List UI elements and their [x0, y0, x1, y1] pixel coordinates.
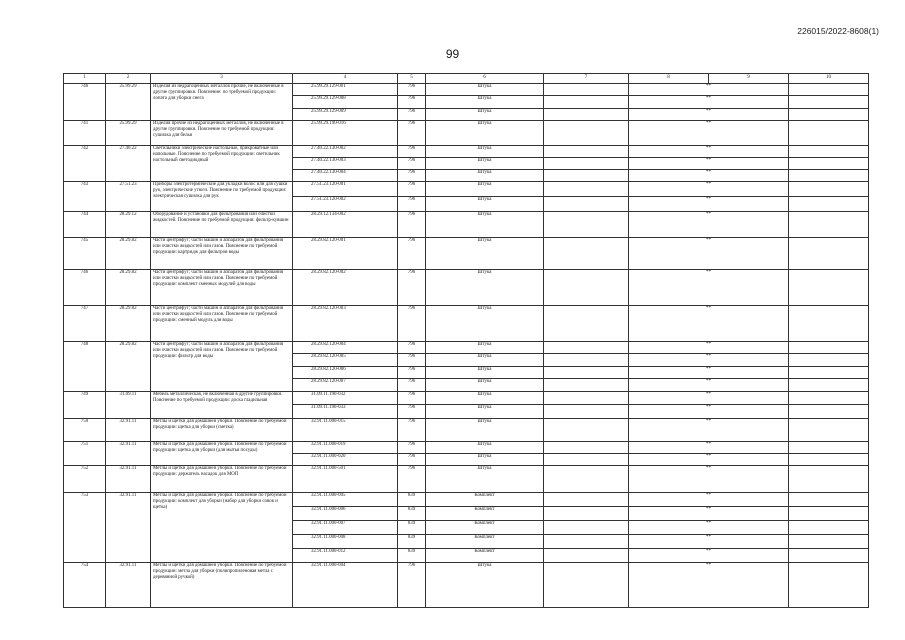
description-cell: Мебель металлическая, не включенная в другие группировки. Пояснение по требуемой продукции: доска гладильная	[151, 391, 293, 418]
col-10-cell	[789, 181, 869, 196]
marker-cell: **	[629, 84, 789, 96]
table-row	[64, 237, 869, 269]
col-10-cell	[789, 211, 869, 237]
col-10-cell	[789, 562, 869, 607]
col-10-cell	[789, 405, 869, 419]
col-10-cell	[789, 341, 869, 354]
marker-cell: **	[629, 562, 789, 607]
col-10-cell	[789, 465, 869, 492]
marker-cell: **	[629, 211, 789, 237]
table-row	[64, 269, 869, 305]
okei-code-cell: 839	[398, 520, 426, 534]
col-7-cell	[544, 492, 629, 506]
column-header: 4	[293, 74, 398, 84]
col-10-cell	[789, 534, 869, 548]
column-header: 8	[629, 74, 709, 84]
okei-code-cell: 796	[398, 120, 426, 145]
ktru-code-cell: 28.29.82.120-007	[293, 379, 398, 392]
col-10-cell	[789, 196, 869, 211]
col-10-cell	[789, 96, 869, 108]
okpd-code-cell: 28.29.82	[106, 305, 151, 341]
marker-cell: **	[629, 441, 789, 453]
col-10-cell	[789, 453, 869, 465]
marker-cell: **	[629, 379, 789, 392]
page-number: 99	[445, 47, 460, 61]
okpd-code-cell: 28.29.82	[106, 237, 151, 269]
ktru-code-cell: 27.40.22.130-003	[293, 157, 398, 169]
column-header: 7	[544, 74, 629, 84]
okei-code-cell: 796	[398, 169, 426, 181]
row-number-cell: 743	[64, 181, 106, 211]
ktru-code-cell: 28.29.82.120-001	[293, 237, 398, 269]
col-7-cell	[544, 465, 629, 492]
description-cell: Части центрифуг; части машин и аппаратов для фильтрования или очистки жидкостей или газов. Пояснение по требуемой продукции: сменный модуль для воды	[151, 305, 293, 341]
col-7-cell	[544, 84, 629, 96]
okei-code-cell: 796	[398, 96, 426, 108]
column-header: 1	[64, 74, 106, 84]
unit-cell: Комплект	[426, 534, 544, 548]
okei-code-cell: 796	[398, 465, 426, 492]
okei-code-cell: 796	[398, 84, 426, 96]
col-7-cell	[544, 341, 629, 354]
ktru-code-cell: 28.29.82.120-003	[293, 305, 398, 341]
marker-cell: **	[629, 341, 789, 354]
okpd-code-cell: 31.09.11	[106, 391, 151, 418]
row-number-cell: 752	[64, 465, 106, 492]
col-7-cell	[544, 120, 629, 145]
okei-code-cell: 796	[398, 196, 426, 211]
col-7-cell	[544, 354, 629, 367]
col-10-cell	[789, 145, 869, 157]
ktru-code-cell: 32.91.11.000-019	[293, 441, 398, 453]
col-10-cell	[789, 391, 869, 405]
marker-cell: **	[629, 418, 789, 441]
unit-cell: Штука	[426, 120, 544, 145]
col-10-cell	[789, 354, 869, 367]
col-7-cell	[544, 453, 629, 465]
marker-cell: **	[629, 157, 789, 169]
col-7-cell	[544, 169, 629, 181]
col-7-cell	[544, 379, 629, 392]
table-body	[64, 84, 869, 608]
okpd-code-cell: 32.91.11	[106, 492, 151, 562]
col-10-cell	[789, 418, 869, 441]
row-number-cell: 746	[64, 269, 106, 305]
marker-cell: **	[629, 196, 789, 211]
okpd-code-cell: 25.99.29	[106, 120, 151, 145]
unit-cell: Штука	[426, 441, 544, 453]
okei-code-cell: 796	[398, 379, 426, 392]
unit-cell: Комплект	[426, 548, 544, 562]
table-row	[64, 84, 869, 96]
row-number-cell: 746	[64, 84, 106, 121]
marker-cell: **	[629, 506, 789, 520]
unit-cell: Штука	[426, 181, 544, 196]
unit-cell: Штука	[426, 366, 544, 379]
col-7-cell	[544, 520, 629, 534]
okpd-code-cell: 27.40.22	[106, 145, 151, 181]
col-7-cell	[544, 196, 629, 211]
ktru-code-cell: 27.40.22.130-004	[293, 169, 398, 181]
unit-cell: Комплект	[426, 520, 544, 534]
unit-cell: Штука	[426, 269, 544, 305]
col-7-cell	[544, 108, 629, 120]
col-10-cell	[789, 520, 869, 534]
marker-cell: **	[629, 237, 789, 269]
col-7-cell	[544, 548, 629, 562]
ktru-code-cell: 32.91.11.000-501	[293, 465, 398, 492]
okei-code-cell: 796	[398, 305, 426, 341]
col-7-cell	[544, 391, 629, 405]
okpd-code-cell: 25.99.29	[106, 84, 151, 121]
col-10-cell	[789, 548, 869, 562]
okpd-code-cell: 32.91.11	[106, 465, 151, 492]
ktru-code-cell: 28.29.12.134-002	[293, 211, 398, 237]
description-cell: Изделия прочие из недрагоценных металлов, не включенные в другие группировки. Пояснение по требуемой продукции: сушилка для белья	[151, 120, 293, 145]
marker-cell: **	[629, 391, 789, 405]
okpd-table	[63, 73, 869, 608]
ktru-code-cell: 31.09.11.190-032	[293, 391, 398, 405]
description-cell: Метлы и щетки для домашней уборки. Пояснение по требуемой продукции: щетка для уборки (для мытья посуды)	[151, 441, 293, 465]
col-7-cell	[544, 441, 629, 453]
marker-cell: **	[629, 354, 789, 367]
okpd-code-cell: 28.29.12	[106, 211, 151, 237]
okei-code-cell: 796	[398, 237, 426, 269]
description-cell: Части центрифуг; части машин и аппаратов для фильтрования или очистки жидкостей или газов. Пояснение по требуемой продукции: фильтр для воды	[151, 341, 293, 391]
unit-cell: Штука	[426, 108, 544, 120]
marker-cell: **	[629, 465, 789, 492]
row-number-cell: 745	[64, 237, 106, 269]
row-number-cell: 741	[64, 120, 106, 145]
okpd-code-cell: 28.29.82	[106, 269, 151, 305]
table-row	[64, 441, 869, 453]
marker-cell: **	[629, 548, 789, 562]
okei-code-cell: 796	[398, 366, 426, 379]
table-row	[64, 341, 869, 354]
unit-cell: Штука	[426, 211, 544, 237]
okei-code-cell: 796	[398, 562, 426, 607]
description-cell: Светильники электрические настольные, прикроватные или напольные. Пояснение по требуемой продукции: светильник настольный светодиодный	[151, 145, 293, 181]
row-number-cell: 749	[64, 391, 106, 418]
unit-cell: Штука	[426, 391, 544, 405]
ktru-code-cell: 32.91.11.000-005	[293, 492, 398, 506]
table-row	[64, 492, 869, 506]
marker-cell: **	[629, 181, 789, 196]
unit-cell: Штука	[426, 305, 544, 341]
unit-cell: Штука	[426, 196, 544, 211]
okei-code-cell: 796	[398, 157, 426, 169]
row-number-cell: 742	[64, 145, 106, 181]
unit-cell: Штука	[426, 84, 544, 96]
col-10-cell	[789, 305, 869, 341]
ktru-code-cell: 31.09.11.190-033	[293, 405, 398, 419]
description-cell: Части центрифуг; части машин и аппаратов для фильтрования или очистки жидкостей или газов. Пояснение по требуемой продукции: картридж для фильтров воды	[151, 237, 293, 269]
marker-cell: **	[629, 492, 789, 506]
marker-cell: **	[629, 366, 789, 379]
ktru-code-cell: 25.99.29.129-001	[293, 84, 398, 96]
col-7-cell	[544, 506, 629, 520]
ktru-code-cell: 25.99.29.129-009	[293, 108, 398, 120]
unit-cell: Штука	[426, 354, 544, 367]
col-7-cell	[544, 237, 629, 269]
col-7-cell	[544, 145, 629, 157]
col-10-cell	[789, 120, 869, 145]
unit-cell: Штука	[426, 405, 544, 419]
table-row	[64, 181, 869, 196]
table-row	[64, 465, 869, 492]
marker-cell: **	[629, 453, 789, 465]
ktru-code-cell: 32.91.11.000-012	[293, 548, 398, 562]
unit-cell: Штука	[426, 237, 544, 269]
ktru-code-cell: 28.29.82.120-006	[293, 366, 398, 379]
unit-cell: Штука	[426, 379, 544, 392]
col-7-cell	[544, 418, 629, 441]
table-row	[64, 391, 869, 405]
okpd-code-cell: 32.91.11	[106, 562, 151, 607]
unit-cell: Комплект	[426, 506, 544, 520]
unit-cell: Штука	[426, 453, 544, 465]
row-number-cell: 744	[64, 211, 106, 237]
unit-cell: Штука	[426, 157, 544, 169]
ktru-code-cell: 25.99.29.190-016	[293, 120, 398, 145]
ktru-code-cell: 28.29.82.120-004	[293, 341, 398, 354]
description-cell: Приборы электротермические для укладки волос или для сушки рук, электрические утюги. Пояснение по требуемой продукции: электрическая сушилка для рук	[151, 181, 293, 211]
column-header: 5	[398, 74, 426, 84]
ktru-code-cell: 32.91.11.000-015	[293, 418, 398, 441]
okei-code-cell: 796	[398, 354, 426, 367]
col-7-cell	[544, 562, 629, 607]
col-10-cell	[789, 506, 869, 520]
row-number-cell: 751	[64, 441, 106, 465]
unit-cell: Штука	[426, 145, 544, 157]
description-cell: Метлы и щетки для домашней уборки. Пояснение по требуемой продукции: щетка для уборки (сметка)	[151, 418, 293, 441]
col-7-cell	[544, 181, 629, 196]
marker-cell: **	[629, 108, 789, 120]
col-10-cell	[789, 157, 869, 169]
marker-cell: **	[629, 169, 789, 181]
table-row	[64, 305, 869, 341]
col-7-cell	[544, 534, 629, 548]
marker-cell: **	[629, 145, 789, 157]
col-7-cell	[544, 211, 629, 237]
okpd-code-cell: 27.51.23	[106, 181, 151, 211]
okei-code-cell: 796	[398, 341, 426, 354]
row-number-cell: 754	[64, 562, 106, 607]
col-10-cell	[789, 366, 869, 379]
ktru-code-cell: 28.29.82.120-002	[293, 269, 398, 305]
col-7-cell	[544, 305, 629, 341]
marker-cell: **	[629, 305, 789, 341]
okei-code-cell: 796	[398, 211, 426, 237]
ktru-code-cell: 32.91.11.000-020	[293, 453, 398, 465]
okei-code-cell: 796	[398, 453, 426, 465]
column-number-row	[64, 74, 869, 84]
table-row	[64, 145, 869, 157]
column-header: 2	[106, 74, 151, 84]
column-header: 10	[789, 74, 869, 84]
table-row	[64, 418, 869, 441]
column-header: 9	[709, 74, 789, 84]
column-header: 3	[151, 74, 293, 84]
okei-code-cell: 796	[398, 418, 426, 441]
col-7-cell	[544, 405, 629, 419]
marker-cell: **	[629, 520, 789, 534]
description-cell: Части центрифуг; части машин и аппаратов для фильтрования или очистки жидкостей или газов. Пояснение по требуемой продукции: комплект сменных модулей для воды	[151, 269, 293, 305]
unit-cell: Штука	[426, 465, 544, 492]
unit-cell: Штука	[426, 169, 544, 181]
okei-code-cell: 839	[398, 534, 426, 548]
col-10-cell	[789, 441, 869, 453]
row-number-cell: 753	[64, 492, 106, 562]
ktru-code-cell: 27.51.23.120-002	[293, 196, 398, 211]
okei-code-cell: 796	[398, 405, 426, 419]
description-cell: Оборудование и установки для фильтрования или очистки жидкостей. Пояснение по требуемой продукции: фильтр-кувшин	[151, 211, 293, 237]
ktru-code-cell: 27.40.22.130-002	[293, 145, 398, 157]
col-7-cell	[544, 96, 629, 108]
ktru-code-cell: 32.91.11.000-007	[293, 520, 398, 534]
okei-code-cell: 796	[398, 441, 426, 453]
okei-code-cell: 796	[398, 145, 426, 157]
col-10-cell	[789, 237, 869, 269]
unit-cell: Комплект	[426, 492, 544, 506]
okei-code-cell: 796	[398, 269, 426, 305]
marker-cell: **	[629, 269, 789, 305]
table-row	[64, 562, 869, 607]
description-cell: Изделия из недрагоценных металлов прочие, не включенные в другие группировки. Пояснение: по требуемой продукции: лопата для уборки снега	[151, 84, 293, 121]
col-7-cell	[544, 269, 629, 305]
okei-code-cell: 839	[398, 492, 426, 506]
okei-code-cell: 839	[398, 548, 426, 562]
marker-cell: **	[629, 534, 789, 548]
row-number-cell: 747	[64, 305, 106, 341]
ktru-code-cell: 25.99.29.129-008	[293, 96, 398, 108]
unit-cell: Штука	[426, 562, 544, 607]
description-cell: Метлы и щетки для домашней уборки. Пояснение по требуемой продукции: метла для уборки (полипропиленовая метла с деревянной ручкой)	[151, 562, 293, 607]
marker-cell: **	[629, 405, 789, 419]
ktru-code-cell: 32.91.11.000-004	[293, 562, 398, 607]
okei-code-cell: 839	[398, 506, 426, 520]
description-cell: Метлы и щетки для домашней уборки. Пояснение по требуемой продукции: комплект для уборки (набор для уборки совок и щетка)	[151, 492, 293, 562]
col-10-cell	[789, 379, 869, 392]
col-7-cell	[544, 157, 629, 169]
okei-code-cell: 796	[398, 391, 426, 405]
col-10-cell	[789, 169, 869, 181]
row-number-cell: 748	[64, 341, 106, 391]
row-number-cell: 750	[64, 418, 106, 441]
col-10-cell	[789, 492, 869, 506]
okpd-code-cell: 32.91.11	[106, 441, 151, 465]
okpd-code-cell: 32.91.11	[106, 418, 151, 441]
ktru-code-cell: 27.51.23.120-001	[293, 181, 398, 196]
ktru-code-cell: 32.91.11.000-006	[293, 506, 398, 520]
okei-code-cell: 796	[398, 108, 426, 120]
column-header: 6	[426, 74, 544, 84]
col-10-cell	[789, 269, 869, 305]
document-reference: 226015/2022-8608(1)	[797, 26, 879, 36]
table-row	[64, 120, 869, 145]
okei-code-cell: 796	[398, 181, 426, 196]
unit-cell: Штука	[426, 418, 544, 441]
table-row	[64, 211, 869, 237]
ktru-code-cell: 28.29.82.120-005	[293, 354, 398, 367]
col-10-cell	[789, 108, 869, 120]
col-10-cell	[789, 84, 869, 96]
unit-cell: Штука	[426, 96, 544, 108]
unit-cell: Штука	[426, 341, 544, 354]
marker-cell: **	[629, 120, 789, 145]
marker-cell: **	[629, 96, 789, 108]
okpd-code-cell: 28.29.82	[106, 341, 151, 391]
col-7-cell	[544, 366, 629, 379]
ktru-code-cell: 32.91.11.000-008	[293, 534, 398, 548]
description-cell: Метлы и щетки для домашней уборки. Пояснение по требуемой продукции: держатель насадок для МОП	[151, 465, 293, 492]
